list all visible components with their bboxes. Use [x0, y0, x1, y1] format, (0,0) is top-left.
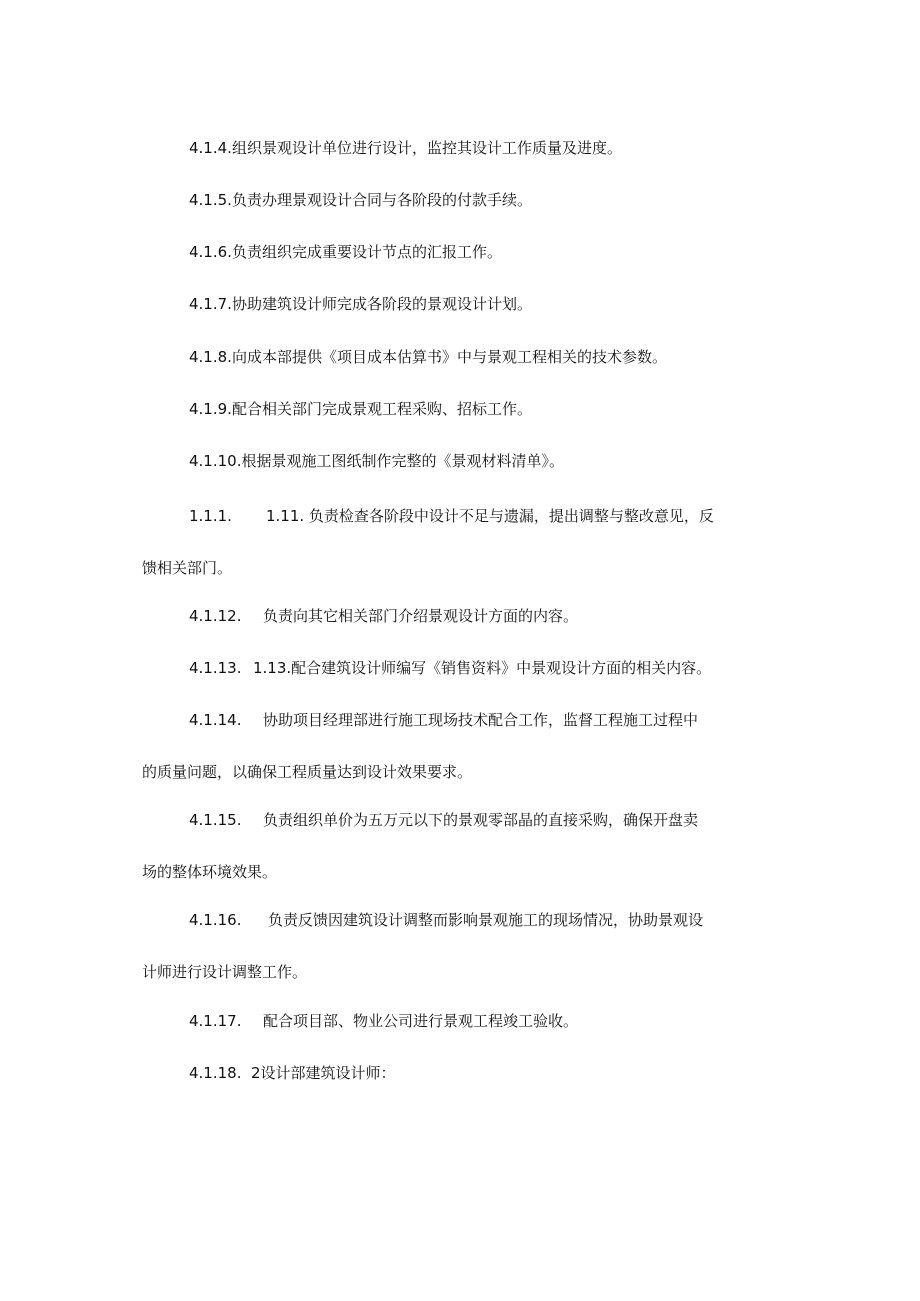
clause-4-1-9	[142, 383, 772, 435]
clause-text: 协助项目经理部进行施工现场技术配合工作，监督工程施工过程中	[263, 711, 699, 729]
clause-text: 协助建筑设计师完成各阶段的景观设计计划。	[231, 295, 532, 313]
clause-4-1-13	[142, 642, 772, 694]
clause-4-1-18	[142, 1047, 772, 1099]
clause-text: 负责组织完成重要设计节点的汇报工作。	[231, 243, 502, 261]
clause-text: 1.11. 负责检查各阶段中设计不足与遗漏，提出调整与整改意见，反	[266, 507, 714, 525]
clause-text: 2设计部建筑设计师：	[251, 1064, 396, 1082]
clause-number: 4.1.15.	[189, 811, 242, 829]
clause-number: 4.1.10.	[189, 452, 242, 470]
clause-text: 组织景观设计单位进行设计，监控其设计工作质量及进度。	[231, 139, 622, 157]
clause-text: 负责办理景观设计合同与各阶段的付款手续。	[231, 191, 532, 209]
clause-4-1-5	[142, 174, 772, 226]
clause-number: 4.1.4.	[189, 139, 232, 157]
clause-4-1-15	[142, 794, 772, 898]
clause-number: 4.1.12.	[189, 607, 242, 625]
clause-number: 4.1.18.	[189, 1064, 242, 1082]
clause-number: 4.1.5.	[189, 191, 232, 209]
clause-text: 向成本部提供《项目成本估算书》中与景观工程相关的技术参数。	[231, 348, 667, 366]
clause-text: 配合项目部、物业公司进行景观工程竣工验收。	[263, 1012, 579, 1030]
clause-1-1-1	[142, 490, 772, 594]
clause-4-1-8	[142, 331, 772, 383]
clause-number: 4.1.13.	[189, 659, 242, 677]
clause-text-continued: 场的整体环境效果。	[142, 863, 278, 881]
clause-4-1-17	[142, 995, 772, 1047]
clause-number: 4.1.6.	[189, 243, 232, 261]
clause-text: 配合相关部门完成景观工程采购、招标工作。	[231, 400, 532, 418]
clause-text-continued: 的质量问题，以确保工程质量达到设计效果要求。	[142, 763, 473, 781]
clause-number: 4.1.7.	[189, 295, 232, 313]
clause-text: 根据景观施工图纸制作完整的《景观材料清单》。	[241, 452, 564, 470]
clause-text-continued: 计师进行设计调整工作。	[142, 963, 308, 981]
clause-text: 负责向其它相关部门介绍景观设计方面的内容。	[263, 607, 579, 625]
clause-text: 1.13.配合建筑设计师编写《销售资料》中景观设计方面的相关内容。	[253, 659, 712, 677]
clause-4-1-14	[142, 694, 772, 798]
clause-4-1-16	[142, 894, 772, 998]
clause-number: 4.1.14.	[189, 711, 242, 729]
clause-number: 1.1.1.	[189, 507, 232, 525]
clause-number: 4.1.8.	[189, 348, 232, 366]
clause-4-1-6	[142, 226, 772, 278]
clause-text: 负责组织单价为五万元以下的景观零部晶的直接采购，确保开盘卖	[263, 811, 699, 829]
clause-text: 负责反馈因建筑设计调整而影响景观施工的现场情况，协助景观设	[268, 911, 704, 929]
clause-text-continued: 馈相关部门。	[142, 559, 233, 577]
clause-4-1-7	[142, 278, 772, 330]
clause-number: 4.1.9.	[189, 400, 232, 418]
clause-number: 4.1.16.	[189, 911, 242, 929]
clause-4-1-12	[142, 590, 772, 642]
clause-4-1-10	[142, 435, 772, 487]
clause-4-1-4	[142, 122, 772, 174]
clause-number: 4.1.17.	[189, 1012, 242, 1030]
